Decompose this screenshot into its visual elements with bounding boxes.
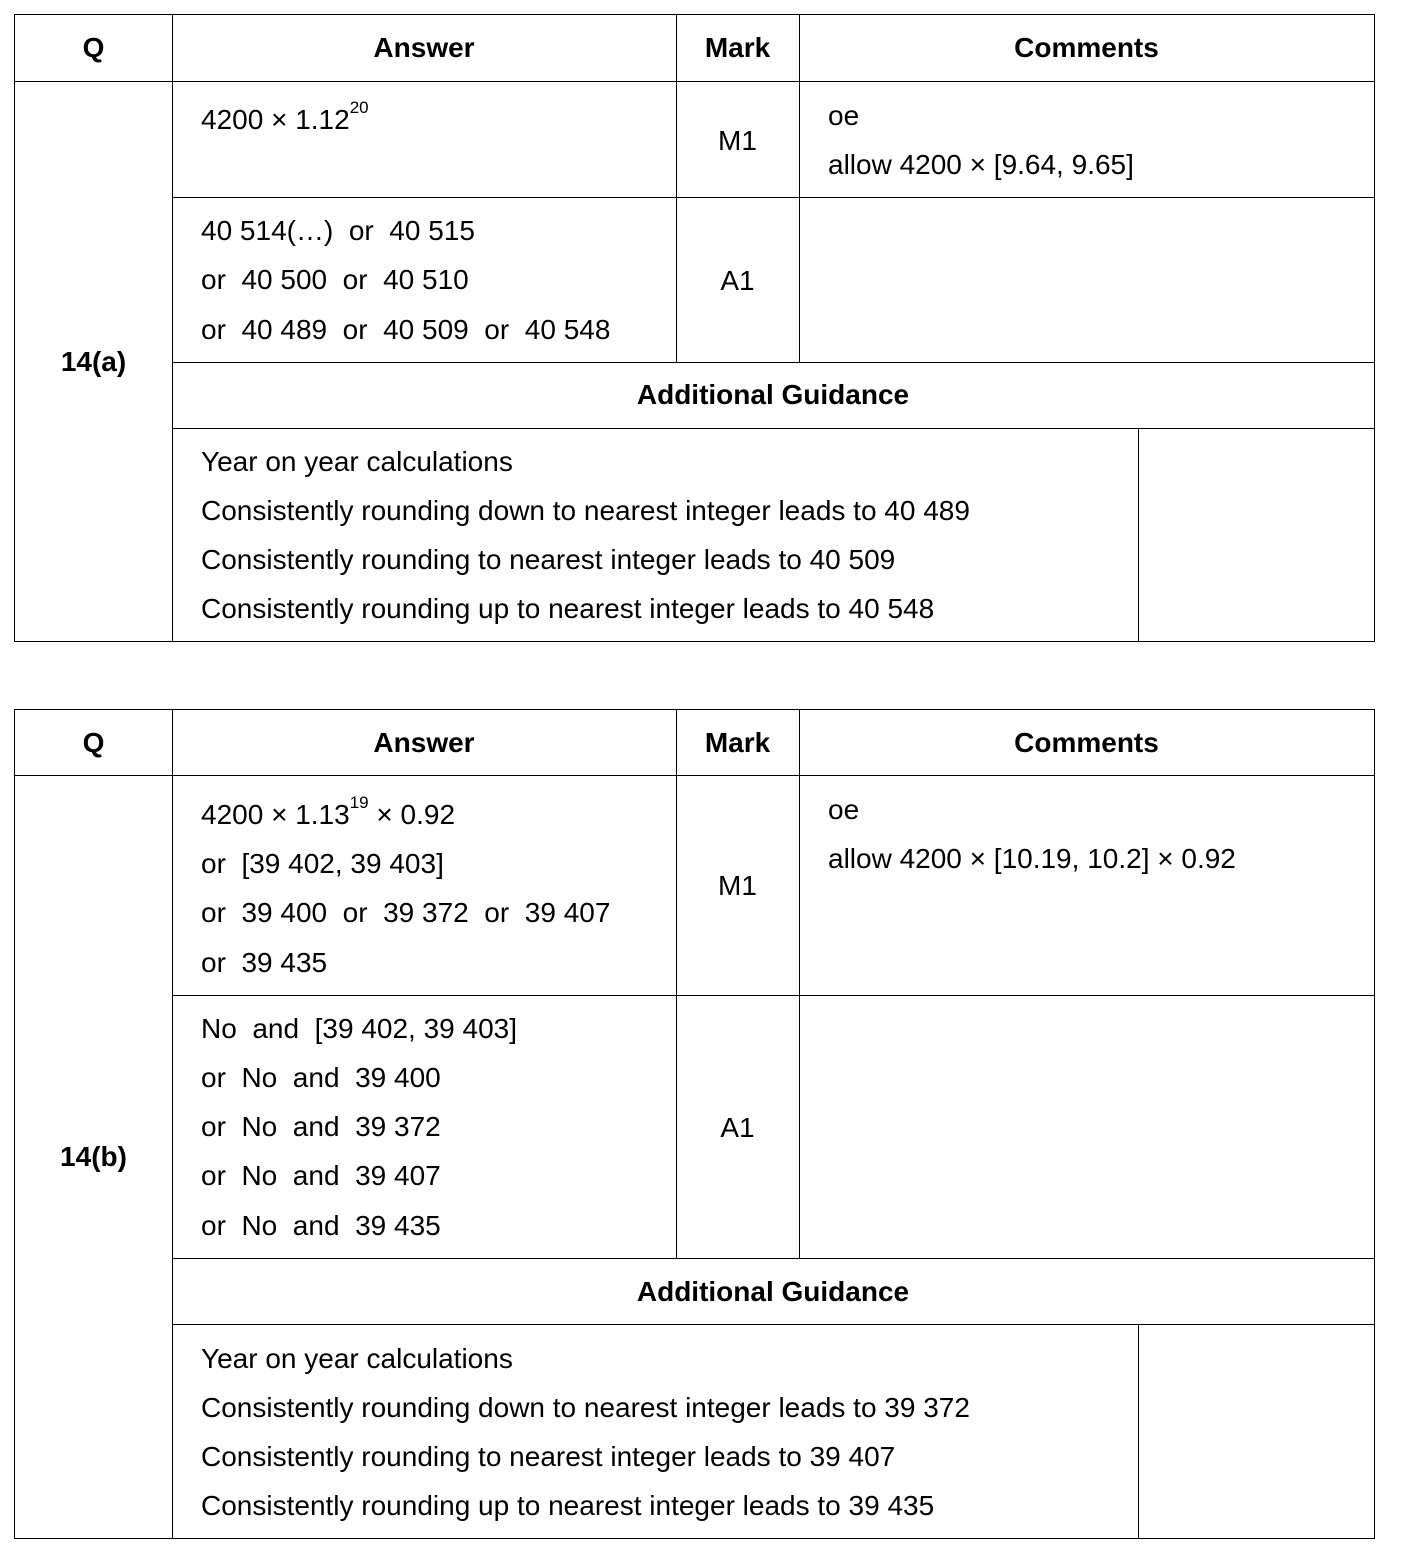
answer-line: or No and 39 400 — [201, 1062, 441, 1093]
answer-base: 4200 × 1.13 — [201, 799, 350, 830]
guidance-line: Consistently rounding up to nearest integer leads to 39 435 — [201, 1490, 935, 1521]
header-mark: Mark — [704, 727, 771, 758]
mark-m1: M1 — [718, 870, 757, 901]
mark-scheme-table-14b — [14, 709, 1375, 1539]
answer-line: or [39 402, 39 403] — [201, 848, 444, 879]
guidance-line: Year on year calculations — [201, 1343, 513, 1374]
answer-exponent: 20 — [349, 98, 369, 117]
guidance-line: Consistently rounding down to nearest integer leads to 40 489 — [201, 495, 970, 526]
guidance-title: Additional Guidance — [636, 379, 910, 410]
mark-a1: A1 — [720, 1112, 755, 1143]
header-q: Q — [82, 727, 105, 758]
header-mark: Mark — [704, 32, 771, 63]
comment-allow: allow 4200 × [10.19, 10.2] × 0.92 — [828, 843, 1236, 874]
header-answer: Answer — [373, 727, 475, 758]
comment-allow: allow 4200 × [9.64, 9.65] — [828, 149, 1134, 180]
guidance-line: Year on year calculations — [201, 446, 513, 477]
header-q: Q — [82, 32, 105, 63]
header-comments: Comments — [1014, 32, 1159, 63]
answer-line: or 40 500 or 40 510 — [201, 264, 469, 295]
header-comments: Comments — [1014, 727, 1159, 758]
answer-base: 4200 × 1.12 — [201, 104, 350, 135]
answer-expression — [201, 98, 369, 136]
answer-line: or 40 489 or 40 509 or 40 548 — [201, 314, 611, 345]
comment-oe: oe — [828, 100, 860, 131]
answer-line: 40 514(…) or 40 515 — [201, 215, 475, 246]
guidance-title: Additional Guidance — [636, 1276, 910, 1307]
answer-exponent: 19 — [349, 793, 369, 812]
header-answer: Answer — [373, 32, 475, 63]
mark-scheme-table-14a — [14, 14, 1375, 642]
answer-line: No and [39 402, 39 403] — [201, 1013, 518, 1044]
answer-line: or No and 39 407 — [201, 1160, 441, 1191]
answer-line: or No and 39 435 — [201, 1210, 441, 1241]
guidance-line: Consistently rounding up to nearest integer leads to 40 548 — [201, 593, 935, 624]
guidance-line: Consistently rounding down to nearest integer leads to 39 372 — [201, 1392, 970, 1423]
answer-expression — [201, 793, 456, 831]
question-label: 14(a) — [60, 346, 127, 377]
mark-m1: M1 — [718, 125, 757, 156]
answer-tail: × 0.92 — [368, 799, 456, 830]
guidance-line: Consistently rounding to nearest integer leads to 40 509 — [201, 544, 896, 575]
comment-oe: oe — [828, 794, 860, 825]
answer-line: or 39 435 — [201, 947, 328, 978]
answer-line: or No and 39 372 — [201, 1111, 441, 1142]
question-label: 14(b) — [60, 1141, 127, 1172]
guidance-line: Consistently rounding to nearest integer leads to 39 407 — [201, 1441, 896, 1472]
answer-line: or 39 400 or 39 372 or 39 407 — [201, 897, 611, 928]
mark-a1: A1 — [720, 265, 755, 296]
